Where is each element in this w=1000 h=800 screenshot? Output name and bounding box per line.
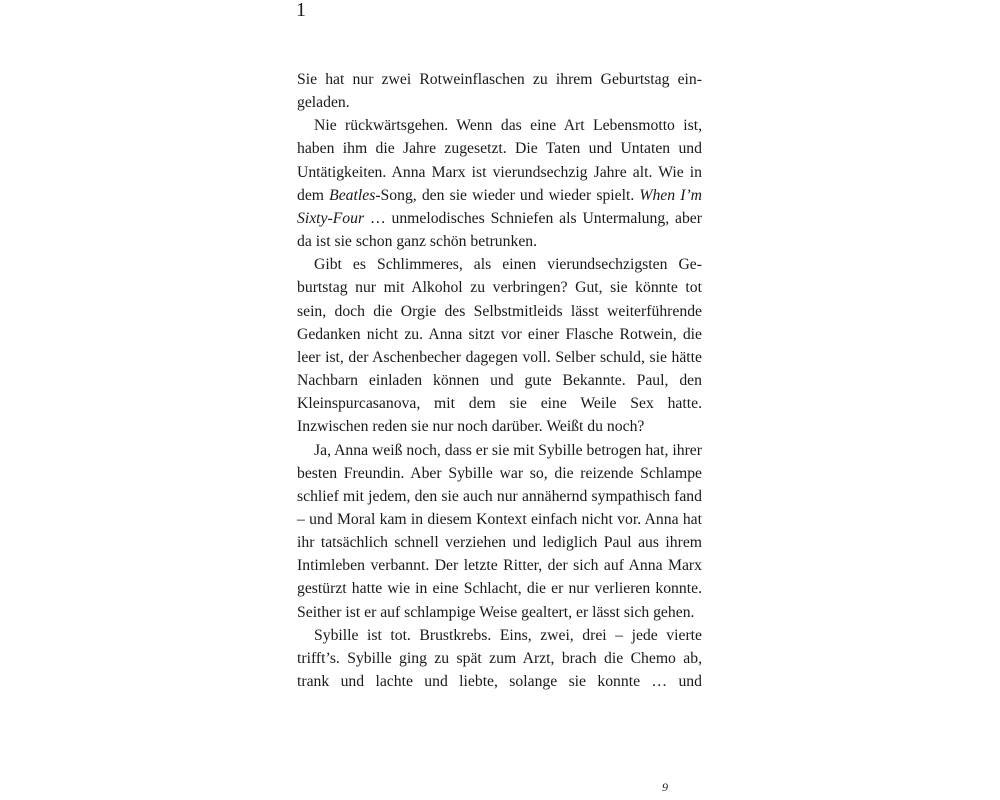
paragraph-2-text: -Song, den sie wieder und wieder spielt. [375,186,640,204]
paragraph-4-text: Ja, Anna weiß noch, dass er sie mit Sybille betrogen hat, ihrer besten Freundin. Aber Sybille war so, die reizende Schlampe schlief mit jedem, den sie auch nur annähernd sympathisch fand – und Moral kam in diesem Kontext einfach nicht vor. Anna hat ihr tatsächlich schnell verziehen und lediglich Paul aus ihrem Intimleben verbannt. Der letzte Ritter, der sich auf Anna Marx gestürzt hatte wie in eine Schlacht, die er nur verlieren konnte. Seither ist er auf schlampige Weise gealtert, er lässt sich gehen. [297,441,702,621]
paragraph-2 [297,114,702,253]
page-number: 9 [662,780,668,794]
paragraph-2-text: … unmelodisches Schniefen als Untermalung, aber da ist sie schon ganz schön betrunken. [297,209,702,251]
paragraph-1 [297,68,702,114]
paragraph-2-text: Nie rückwärtsgehen. Wenn das eine Art Lebensmotto ist, haben ihm die Jahre zugesetzt. Die Taten und Untaten und Untätigkeiten. Anna Marx ist vierundsechzig Jahre alt. Wie in dem [297,117,702,204]
paragraph-5 [297,624,702,693]
band-name-italic: Beatles [329,186,376,204]
paragraph-5-text: Sybille ist tot. Brustkrebs. Eins, zwei, drei – jede vierte trifft’s. Sybille ging zu spät zum Arzt, brach die Chemo ab, trank und lachte und liebte, solange sie konnte … und [297,626,702,691]
paragraph-3-text: Gibt es Schlimmeres, als einen vierundsechzigsten Geburtstag nur mit Alkohol zu verbringen? Gut, sie könnte tot sein, doch die Orgie des Selbstmitleids lässt weiterführende Gedanken nicht zu. Anna sitzt vor einer Flasche Rotwein, die leer ist, der Aschenbecher dagegen voll. Selber schuld, sie hätte Nachbarn einladen können und gute Bekannte. Paul, den Kleinspurcasanova, mit dem sie eine Weile Sex hatte. Inzwischen reden sie nur noch darüber. Weißt du noch? [297,256,702,436]
paragraph-4 [297,439,702,624]
body-text [297,68,702,693]
paragraph-3 [297,253,702,438]
chapter-number: 1 [296,0,306,21]
song-title-italic: When I’m Sixty-Four [297,186,702,227]
paragraph-1-text: Sie hat nur zwei Rotweinflaschen zu ihrem Geburtstag eingeladen. [297,71,702,112]
